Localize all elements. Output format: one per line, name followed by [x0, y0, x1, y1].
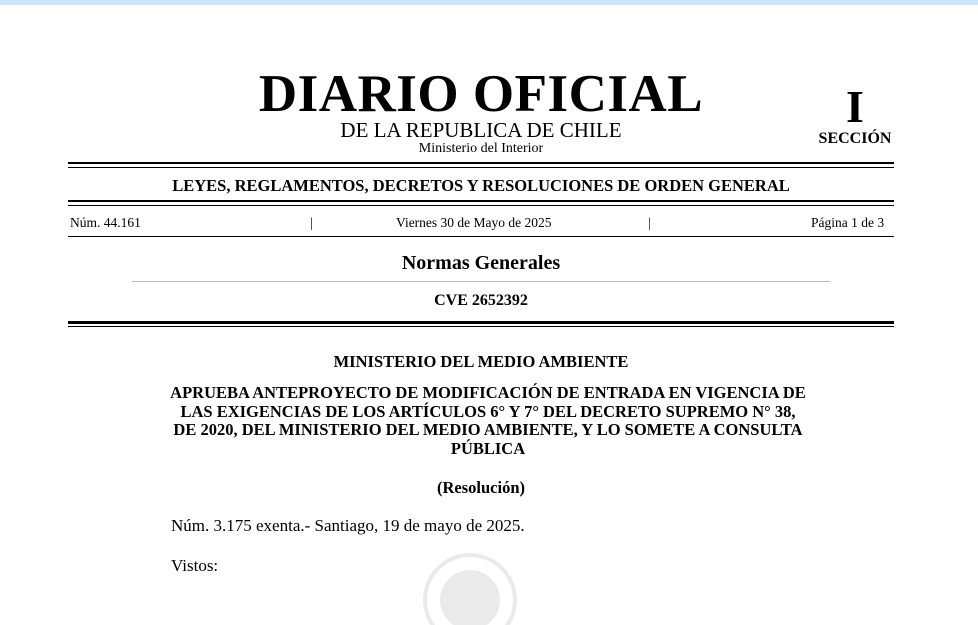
page-indicator: Página 1 de 3	[811, 215, 885, 230]
category-banner: LEYES, REGLAMENTOS, DECRETOS Y RESOLUCIONES DE ORDEN GENERAL	[172, 176, 790, 195]
masthead-ministry: Ministerio del Interior	[418, 141, 544, 156]
issuing-ministry: MINISTERIO DEL MEDIO AMBIENTE	[333, 352, 629, 371]
section-number: I	[846, 81, 864, 132]
section-title-rule	[132, 281, 830, 282]
meta-separator-right: |	[648, 215, 651, 230]
meta-separator-left: |	[310, 215, 313, 230]
header-end-rule-thin	[68, 326, 894, 327]
document-title	[128, 384, 848, 458]
masthead-subtitle: DE LA REPUBLICA DE CHILE	[340, 118, 622, 142]
meta-rule	[68, 236, 894, 237]
document-title-line: LAS EXIGENCIAS DE LOS ARTÍCULOS 6° Y 7° DEL DECRETO SUPREMO N° 38,	[180, 401, 796, 421]
vistos-heading: Vistos:	[171, 556, 219, 575]
watermark-seal-icon	[410, 545, 530, 625]
issue-date: Viernes 30 de Mayo de 2025	[396, 215, 552, 230]
document-type: (Resolución)	[437, 478, 525, 497]
issue-number: Núm. 44.161	[70, 215, 141, 230]
banner-rule-bottom	[68, 205, 894, 206]
masthead-rule-top	[68, 162, 894, 164]
document-title-line: APRUEBA ANTEPROYECTO DE MODIFICACIÓN DE ENTRADA EN VIGENCIA DE	[170, 383, 806, 402]
section-label: SECCIÓN	[818, 130, 892, 147]
masthead-title: DIARIO OFICIAL	[258, 65, 704, 123]
header-end-rule-thick	[68, 321, 894, 324]
cve-code: CVE 2652392	[434, 292, 528, 309]
document-title-line: PÚBLICA	[450, 438, 526, 458]
section-title: Normas Generales	[401, 252, 561, 274]
resolution-number-line: Núm. 3.175 exenta.- Santiago, 19 de mayo de 2025.	[171, 516, 525, 535]
masthead-rule-bottom	[68, 167, 894, 168]
banner-rule-top	[68, 200, 894, 202]
document-title-line: DE 2020, DEL MINISTERIO DEL MEDIO AMBIENTE, Y LO SOMETE A CONSULTA	[173, 420, 803, 439]
